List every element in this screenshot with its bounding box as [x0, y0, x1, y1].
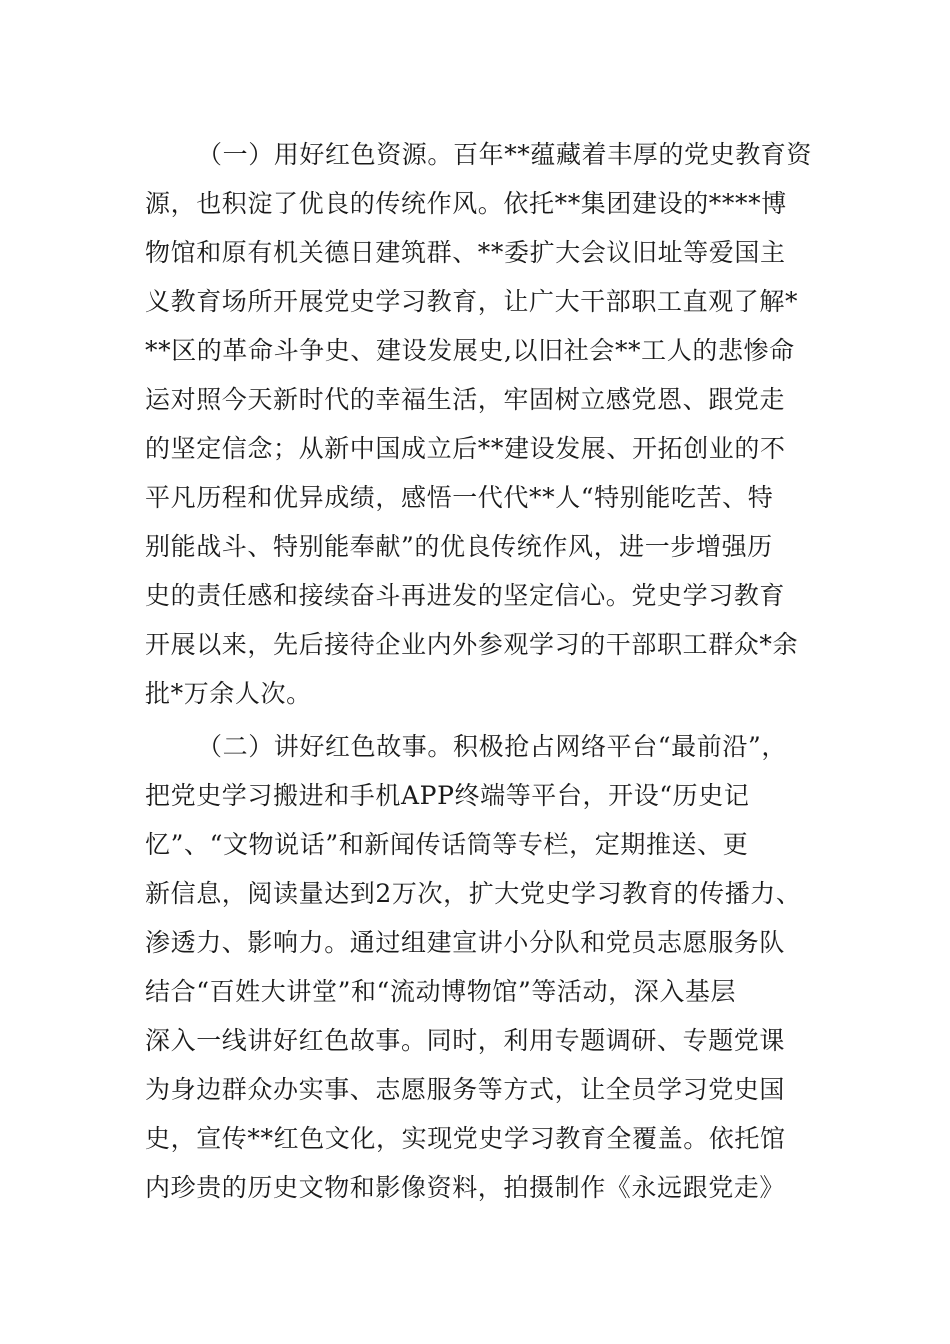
text-line: 新信息，阅读量达到2万次，扩大党史学习教育的传播力、	[145, 879, 802, 908]
paragraph-red-stories	[145, 722, 825, 1212]
text-line: 批*万余人次。	[145, 679, 312, 708]
text-line: 的坚定信念；从新中国成立后**建设发展、开拓创业的不	[145, 434, 786, 463]
text-line: 开展以来，先后接待企业内外参观学习的干部职工群众*余	[145, 630, 799, 659]
text-line: （二）讲好红色故事。积极抢占网络平台“最前沿”，	[197, 732, 787, 761]
text-line: 把党史学习搬进和手机APP终端等平台，开设“历史记	[145, 781, 750, 810]
text-line: 为身边群众办实事、志愿服务等方式，让全员学习党史国	[145, 1075, 786, 1104]
text-line: 渗透力、影响力。通过组建宣讲小分队和党员志愿服务队	[145, 928, 786, 957]
text-line: 别能战斗、特别能奉献”的优良传统作风，进一步增强历	[145, 532, 773, 561]
text-line: 物馆和原有机关德日建筑群、**委扩大会议旧址等爱国主	[145, 238, 786, 267]
text-line: 内珍贵的历史文物和影像资料，拍摄制作《永远跟党走》	[145, 1173, 786, 1202]
text-line: 史，宣传**红色文化，实现党史学习教育全覆盖。依托馆	[145, 1124, 786, 1153]
text-line: 平凡历程和优异成绩，感悟一代代**人“特别能吃苦、特	[145, 483, 774, 512]
text-line: 源，也积淀了优良的传统作风。依托**集团建设的****博	[145, 189, 787, 218]
text-line: 义教育场所开展党史学习教育，让广大干部职工直观了解*	[145, 287, 799, 316]
text-line: 结合“百姓大讲堂”和“流动博物馆”等活动，深入基层	[145, 977, 737, 1006]
paragraph-red-resources	[145, 130, 825, 718]
text-line: 运对照今天新时代的幸福生活，牢固树立感党恩、跟党走	[145, 385, 786, 414]
text-line: **区的革命斗争史、建设发展史,以旧社会**工人的悲惨命	[145, 336, 795, 365]
text-line: 深入一线讲好红色故事。同时，利用专题调研、专题党课	[145, 1026, 786, 1055]
text-line: 史的责任感和接续奋斗再进发的坚定信心。党史学习教育	[145, 581, 786, 610]
text-line: 忆”、“文物说话”和新闻传话筒等专栏，定期推送、更	[145, 830, 749, 859]
text-line: （一）用好红色资源。百年**蕴藏着丰厚的党史教育资	[197, 140, 813, 169]
